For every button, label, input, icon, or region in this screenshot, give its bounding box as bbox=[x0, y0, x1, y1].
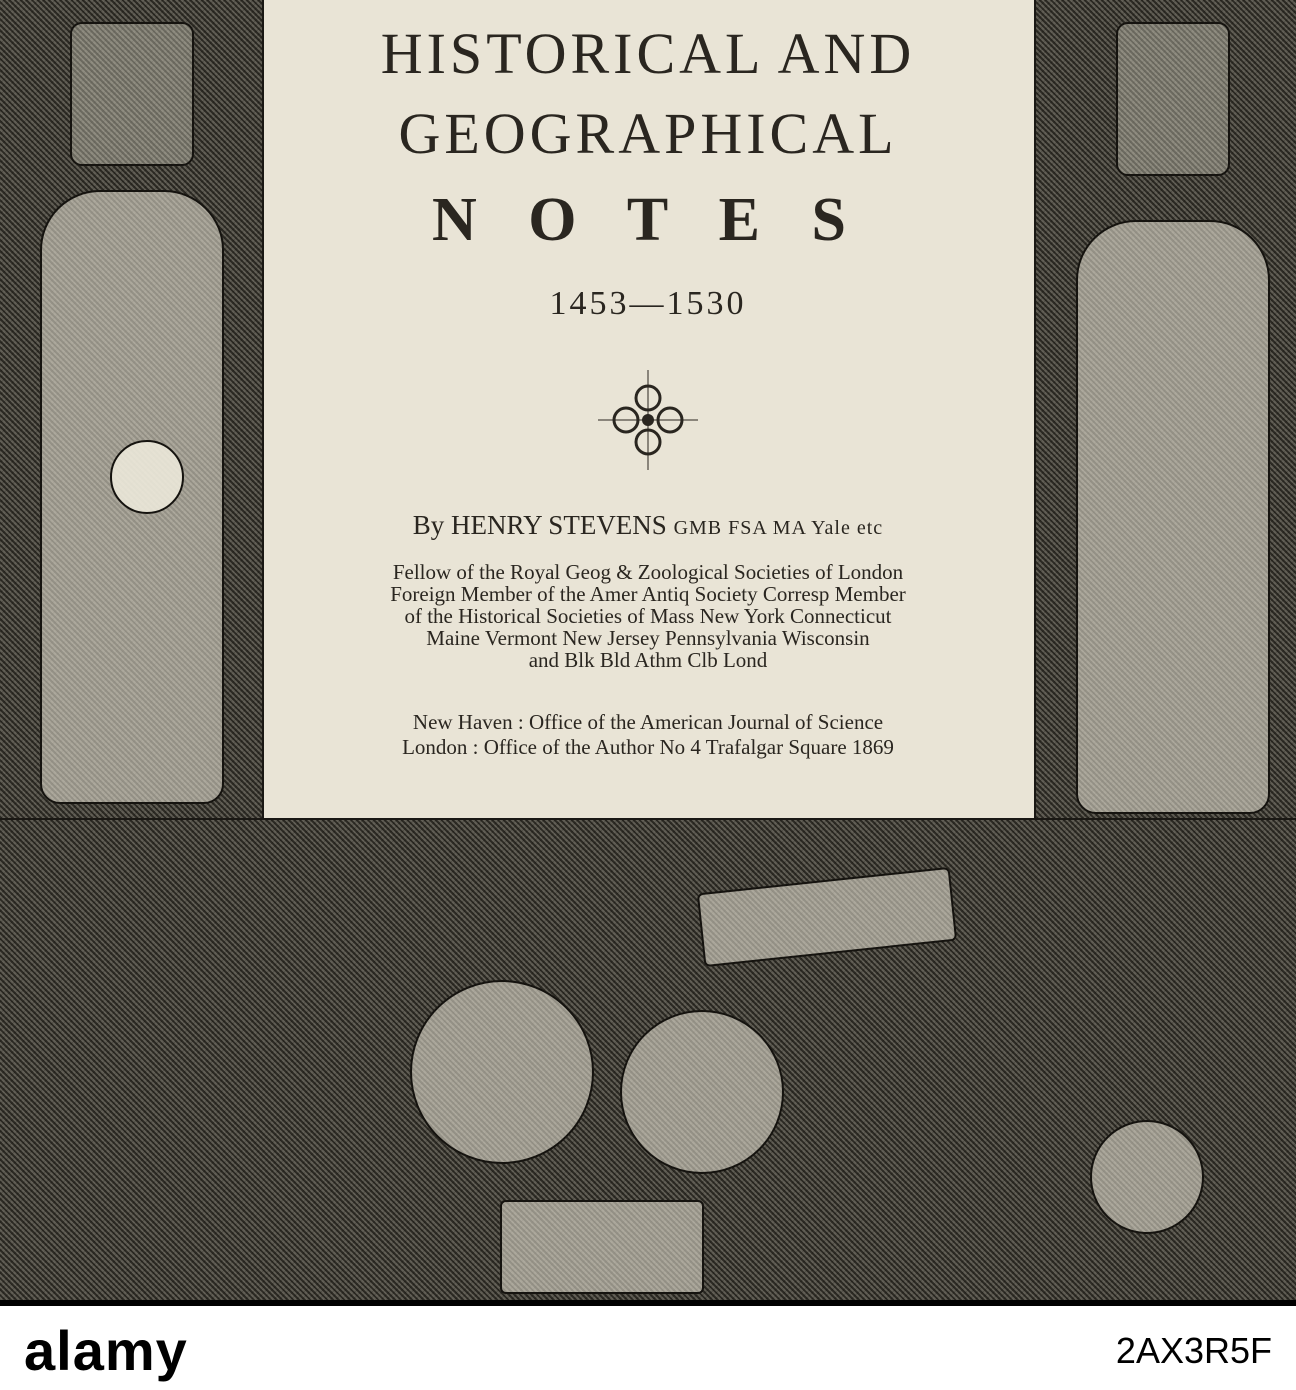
watermark-brand: alamy bbox=[24, 1319, 188, 1382]
right-engraving-panel bbox=[1034, 0, 1296, 818]
watermark-divider bbox=[0, 1300, 1296, 1306]
open-book bbox=[500, 1200, 704, 1294]
affiliation-line: Fellow of the Royal Geog & Zoological Societies of London bbox=[392, 560, 904, 584]
title-line-2: GEOGRAPHICAL bbox=[398, 101, 898, 166]
affiliation-line: Maine Vermont New Jersey Pennsylvania Wisconsin bbox=[426, 626, 870, 650]
author-degrees: GMB FSA MA Yale etc bbox=[673, 517, 884, 539]
author-name: By HENRY STEVENS bbox=[412, 510, 667, 540]
watermark-strip bbox=[0, 1300, 1296, 1390]
globe-left bbox=[410, 980, 594, 1164]
fleuron-ornament-icon bbox=[598, 370, 698, 470]
date-range: 1453—1530 bbox=[549, 285, 747, 322]
bottom-engraving-scene bbox=[0, 818, 1296, 1300]
watermark-image-id: 2AX3R5F bbox=[1115, 1330, 1272, 1371]
armillary-sphere bbox=[1090, 1120, 1204, 1234]
coat-of-arms-left bbox=[70, 22, 194, 166]
affiliation-line: Foreign Member of the Amer Antiq Society Corresp Member bbox=[390, 582, 906, 606]
imprint-london: London : Office of the Author No 4 Trafalgar Square 1869 bbox=[402, 735, 894, 759]
coat-of-arms-right bbox=[1116, 22, 1230, 176]
title-block bbox=[262, 0, 1034, 818]
title-line-1: HISTORICAL AND bbox=[380, 21, 916, 86]
affiliation-line: and Blk Bld Athm Clb Lond bbox=[528, 648, 768, 672]
astrolabe-left bbox=[110, 440, 184, 514]
title-line-3: N O T E S bbox=[432, 186, 864, 254]
left-engraving-panel bbox=[0, 0, 264, 818]
imprint-new-haven: New Haven : Office of the American Journal of Science bbox=[412, 710, 884, 734]
affiliation-line: of the Historical Societies of Mass New York Connecticut bbox=[404, 604, 892, 628]
chart-map bbox=[697, 867, 957, 967]
globe-right bbox=[620, 1010, 784, 1174]
author-line bbox=[262, 510, 1034, 541]
surveyor-figure-right bbox=[1076, 220, 1270, 814]
